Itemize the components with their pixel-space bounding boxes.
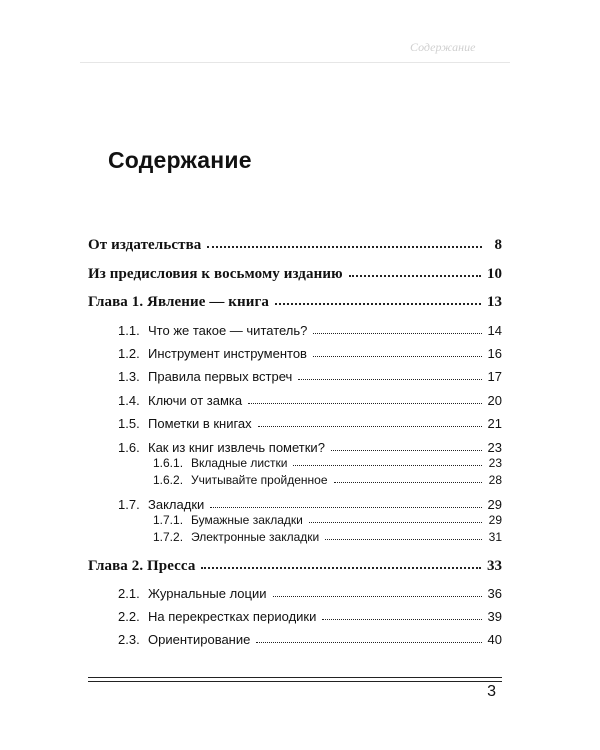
toc-entry-page: 33 [487,558,502,574]
toc-entry-page: 10 [487,266,502,282]
toc-subsection-entry [153,530,502,544]
toc-entry-title: Учитывайте пройденное [191,473,328,487]
toc-entry-page: 14 [487,323,502,338]
toc-entry-page: 16 [487,346,502,361]
toc-section-entry [118,323,502,338]
toc-leader-dots [210,499,481,508]
show-through-header: Содержание [410,40,476,54]
toc-entry-title: Глава 2. Пресса [88,558,196,574]
toc-subsection-entry [153,473,502,487]
toc-section-entry [118,609,502,624]
toc-entry-title: Правила первых встреч [148,369,293,384]
toc-leader-dots [275,294,481,306]
toc-entry-page: 29 [488,513,502,527]
toc-leader-dots [256,634,481,643]
toc-entry-number: 1.4. [118,393,140,408]
toc-entry-number: 1.2. [118,346,140,361]
toc-section-entry [118,586,502,601]
toc-entry-number: 1.7.2. [153,530,184,544]
toc-leader-dots [207,237,482,249]
toc-section-entry [118,393,502,408]
toc-entry-title: От издательства [88,237,202,253]
toc-leader-dots [334,475,482,484]
toc-entry-page: 8 [494,237,502,253]
toc-leader-dots [248,395,481,404]
toc-subsection-entry [153,456,502,470]
toc-leader-dots [273,588,482,597]
toc-chapter-entry [88,266,502,283]
toc-leader-dots [313,348,482,357]
toc-entry-page: 39 [487,609,502,624]
toc-entry-title: Пометки в книгах [148,416,252,431]
toc-leader-dots [309,515,482,524]
toc-entry-page: 13 [487,294,502,310]
toc-leader-dots [349,266,481,278]
footer-rule-bottom [88,681,502,682]
toc-leader-dots [201,558,481,570]
toc-entry-page: 36 [487,586,502,601]
toc-entry-page: 23 [488,456,502,470]
toc-entry-number: 2.2. [118,609,140,624]
toc-entry-page: 17 [487,369,502,384]
toc-section-entry [118,440,502,455]
toc-entry-number: 1.6.2. [153,473,184,487]
toc-section-entry [118,416,502,431]
toc-section-entry [118,369,502,384]
toc-entry-number: 1.6. [118,440,140,455]
page-number: 3 [487,683,496,700]
toc-entry-number: 1.3. [118,369,140,384]
toc-entry-title: Ключи от замка [148,393,243,408]
toc-entry-title: Инструмент инструментов [148,346,307,361]
toc-entry-page: 28 [488,473,502,487]
toc-entry-number: 1.7.1. [153,513,184,527]
toc-entry-title: Бумажные закладки [191,513,303,527]
toc-entry-page: 29 [487,497,502,512]
toc-entry-number: 1.7. [118,497,140,512]
toc-entry-title: Ориентирование [148,632,251,647]
toc-chapter-entry [88,294,502,311]
toc-section-entry [118,497,502,512]
toc-entry-page: 31 [488,530,502,544]
toc-chapter-entry [88,558,502,575]
toc-entry-title: Глава 1. Явление — книга [88,294,270,310]
toc-entry-title: На перекрестках периодики [148,609,317,624]
toc-leader-dots [325,532,482,541]
toc-chapter-entry [88,237,502,254]
toc-entry-number: 1.5. [118,416,140,431]
toc-entry-page: 40 [487,632,502,647]
toc-leader-dots [313,325,481,334]
toc-entry-title: Из предисловия к восьмому изданию [88,266,343,282]
toc-leader-dots [331,442,482,451]
toc-entry-page: 21 [487,416,502,431]
toc-entry-number: 2.3. [118,632,140,647]
toc-leader-dots [322,611,481,620]
toc-entry-page: 20 [487,393,502,408]
toc-entry-title: Журнальные лоции [148,586,267,601]
show-through-rule [80,62,510,63]
toc-entry-title: Вкладные листки [191,456,288,470]
toc-entry-title: Что же такое — читатель? [148,323,308,338]
footer-rule-top [88,677,502,678]
toc-entry-number: 2.1. [118,586,140,601]
toc-entry-title: Как из книг извлечь пометки? [148,440,325,455]
page-title: Содержание [108,147,252,173]
toc-leader-dots [293,458,482,467]
toc-entry-page: 23 [487,440,502,455]
toc-leader-dots [298,371,481,380]
toc-entry-number: 1.6.1. [153,456,184,470]
toc-entry-title: Закладки [148,497,205,512]
toc-entry-number: 1.1. [118,323,140,338]
toc-subsection-entry [153,513,502,527]
toc-entry-title: Электронные закладки [191,530,320,544]
toc-section-entry [118,632,502,647]
toc-leader-dots [258,418,482,427]
toc-section-entry [118,346,502,361]
